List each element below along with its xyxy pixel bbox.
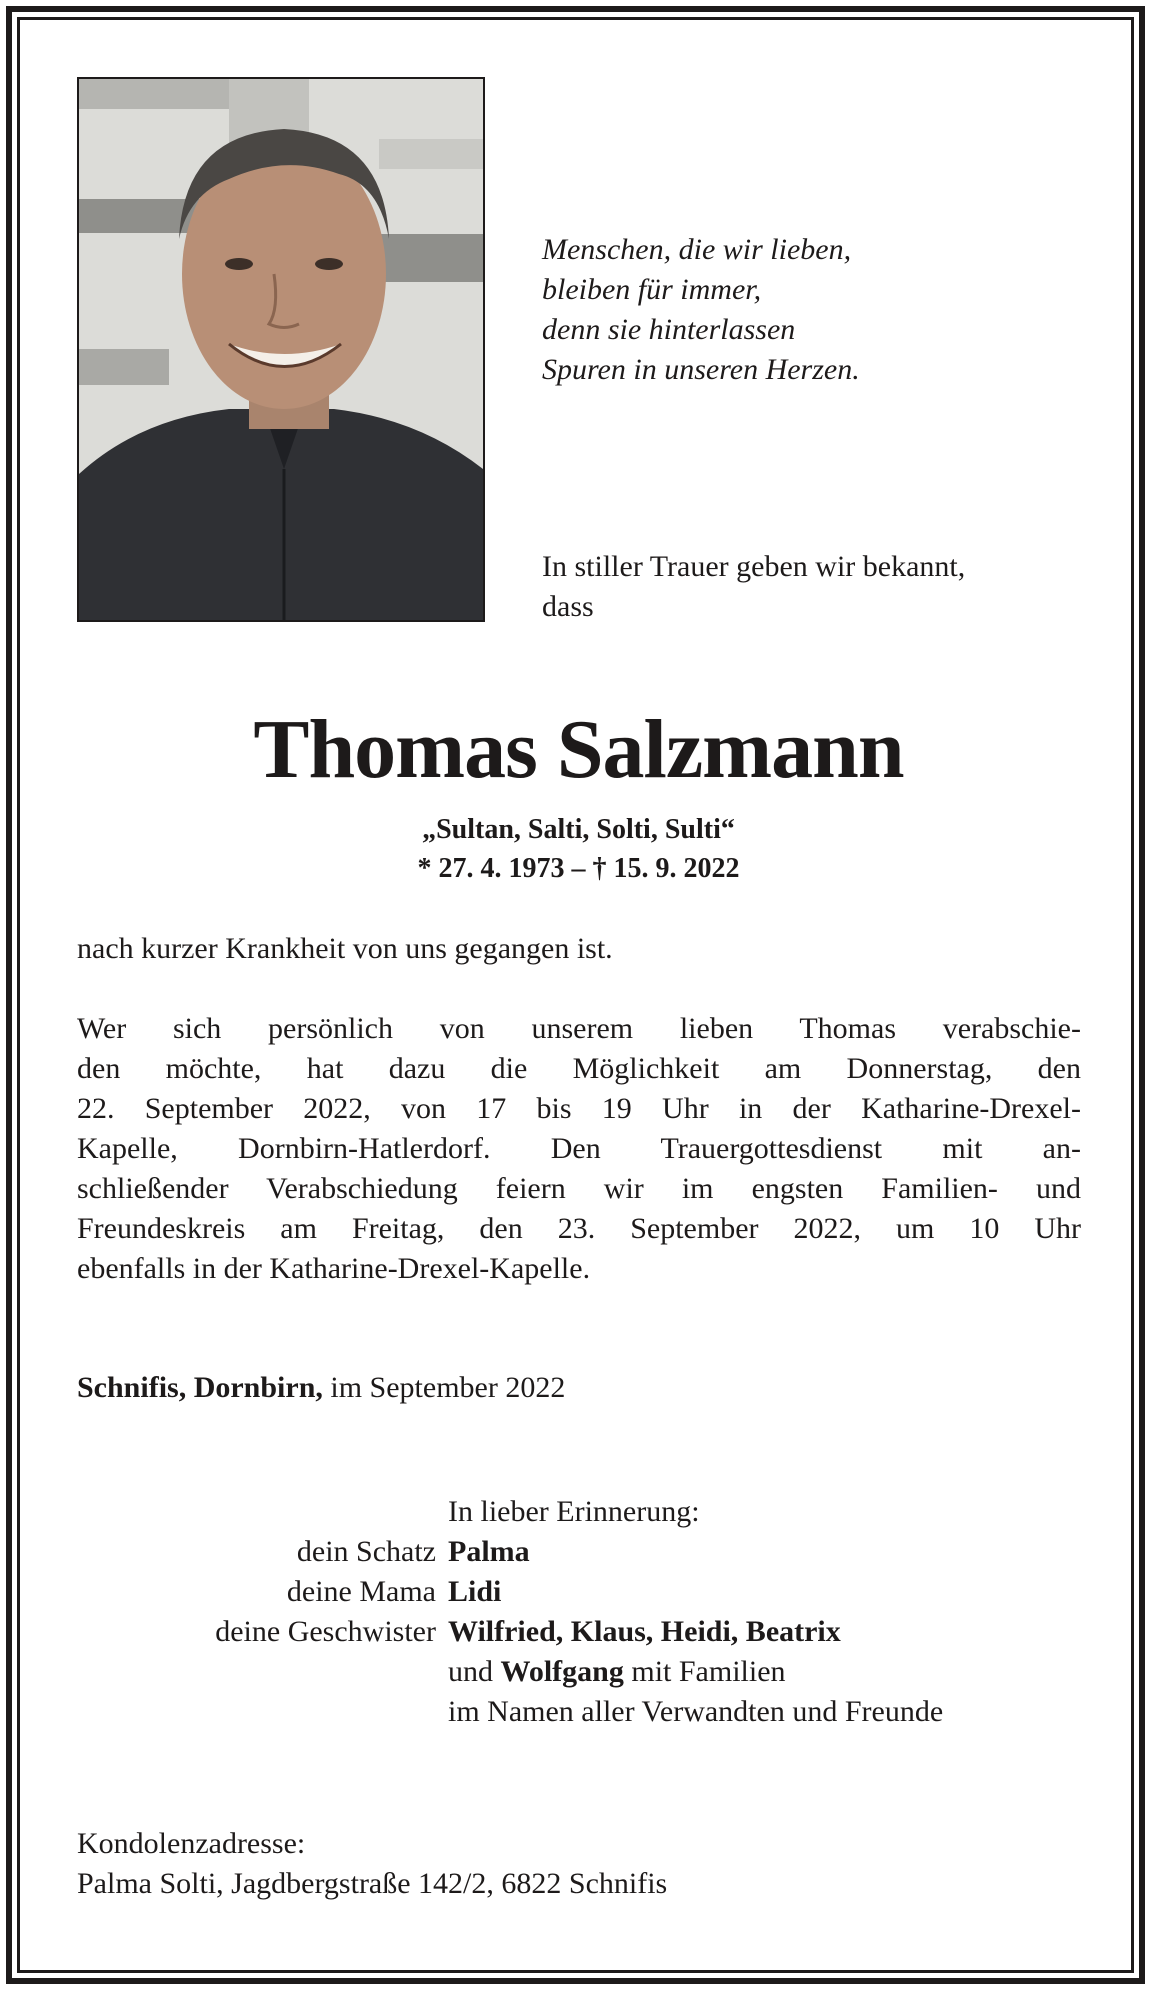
family-names-wrap	[448, 1612, 841, 1652]
family-relation: dein Schatz	[296, 1535, 436, 1568]
family-names-wrap	[448, 1532, 530, 1572]
life-dates: * 27. 4. 1973 – † 15. 9. 2022	[417, 853, 740, 884]
family-relation: deine Geschwister	[215, 1615, 436, 1648]
family-extra-post: mit Familien	[631, 1655, 786, 1688]
place-date: im September 2022	[330, 1371, 566, 1404]
memorial-quote	[542, 230, 1102, 390]
portrait-photo	[77, 77, 485, 622]
family-row-closing	[448, 1692, 1088, 1732]
family-row-extra	[448, 1652, 1088, 1692]
condolence-address-text: Palma Solti, Jagdbergstraße 142/2, 6822 Schnifis	[77, 1867, 668, 1900]
family-closing-line: im Namen aller Verwandten und Freunde	[448, 1695, 944, 1728]
intro-line: dass	[542, 590, 594, 623]
memory-heading: In lieber Erinnerung:	[448, 1495, 700, 1528]
intro-line: In stiller Trauer geben wir bekannt,	[542, 550, 966, 583]
family-names: Palma	[448, 1535, 530, 1568]
condolence-label: Kondolenzadresse:	[77, 1827, 306, 1860]
paragraph-line: den möchte, hat dazu die Möglichkeit am Donnerstag, den	[77, 1052, 1081, 1085]
family-row	[286, 1572, 1088, 1612]
family-names: Wilfried, Klaus, Heidi, Beatrix	[448, 1615, 841, 1648]
quote-line: Menschen, die wir lieben,	[542, 233, 852, 266]
family-extra-name: Wolfgang	[500, 1655, 624, 1688]
quote-line: bleiben für immer,	[542, 273, 762, 306]
quote-line: denn sie hinterlassen	[542, 313, 796, 346]
family-extra-pre: und	[448, 1655, 493, 1688]
place-towns: Schnifis, Dornbirn,	[77, 1371, 323, 1404]
deceased-name: Thomas Salzmann	[253, 703, 904, 796]
family-names-wrap	[448, 1572, 501, 1612]
family-relation: deine Mama	[286, 1575, 436, 1608]
continuation-text: nach kurzer Krankheit von uns gegangen ist.	[77, 932, 613, 965]
announcement-intro	[542, 547, 1102, 627]
quote-line: Spuren in unseren Herzen.	[542, 353, 860, 386]
deceased-nicknames: „Sultan, Salti, Solti, Sulti“	[422, 814, 735, 845]
paragraph-line: Wer sich persönlich von unserem lieben Thomas verabschie-	[77, 1012, 1081, 1045]
family-names: Lidi	[448, 1575, 502, 1608]
family-row	[215, 1612, 1088, 1652]
family-row	[296, 1532, 1088, 1572]
place-and-date	[77, 1368, 565, 1408]
paragraph-line: 22. September 2022, von 17 bis 19 Uhr in der Katharine-Drexel-	[77, 1092, 1081, 1125]
paragraph-line: ebenfalls in der Katharine-Drexel-Kapelle.	[77, 1252, 591, 1285]
paragraph-line: Kapelle, Dornbirn-Hatlerdorf. Den Trauergottesdienst mit an-	[77, 1132, 1081, 1165]
funeral-details-paragraph	[77, 1009, 1081, 1289]
condolence-address	[77, 1824, 667, 1904]
paragraph-line: schließender Verabschiedung feiern wir im engsten Familien- und	[77, 1172, 1081, 1205]
portrait-illustration	[79, 79, 483, 620]
family-extra-line	[448, 1652, 786, 1692]
paragraph-line: Freundeskreis am Freitag, den 23. September 2022, um 10 Uhr	[77, 1212, 1081, 1245]
